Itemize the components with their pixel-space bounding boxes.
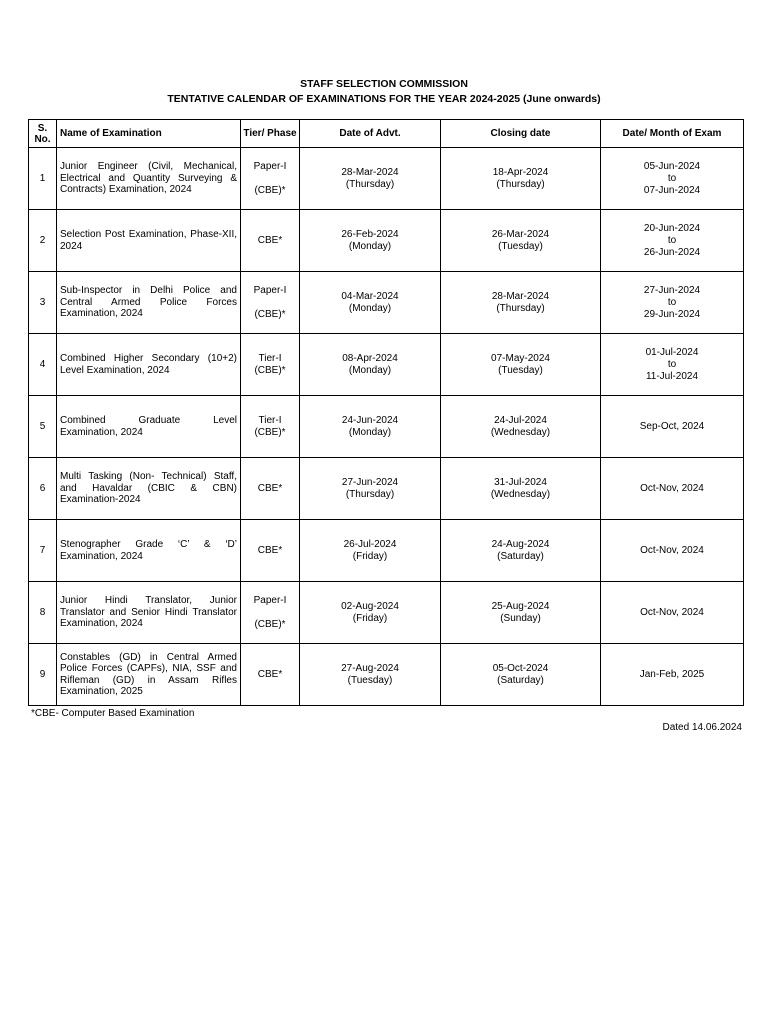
document-subtitle: TENTATIVE CALENDAR OF EXAMINATIONS FOR THE YEAR 2024-2025 (June onwards) (167, 93, 601, 105)
exam-date-from: 27-Jun-2024 (643, 284, 701, 296)
closing-date-cell (441, 148, 601, 210)
serial-number: 2 (29, 210, 57, 272)
serial-number: 1 (29, 148, 57, 210)
header-closing-date: Closing date (441, 120, 601, 148)
advt-date-cell (300, 272, 441, 334)
closing-date-cell (441, 210, 601, 272)
header-name-of-examination: Name of Examination (57, 120, 241, 148)
exam-name: Selection Post Examination, Phase-XII, 2024 (57, 210, 241, 272)
closing-date: 26-Mar-2024 (491, 228, 550, 240)
exam-month: Oct-Nov, 2024 (640, 606, 704, 618)
table-row (29, 644, 744, 706)
advt-date-cell (300, 582, 441, 644)
closing-date-cell (441, 334, 601, 396)
closing-date-cell (441, 458, 601, 520)
advt-date-cell (300, 520, 441, 582)
exam-date-until: 29-Jun-2024 (643, 308, 701, 320)
tier-phase-cell (241, 148, 300, 210)
exam-month: Oct-Nov, 2024 (640, 482, 704, 494)
advt-date-cell (300, 148, 441, 210)
advt-date: 28-Mar-2024 (341, 166, 399, 178)
exam-date-to-word: to (667, 296, 677, 308)
tier-line-1: CBE* (257, 234, 283, 246)
table-row (29, 210, 744, 272)
exam-date-to-word: to (667, 172, 677, 184)
tier-line-1: CBE* (257, 544, 283, 556)
exam-date-until: 26-Jun-2024 (643, 246, 701, 258)
tier-line-2: (CBE)* (254, 184, 286, 196)
advt-day: (Friday) (352, 612, 388, 624)
advt-date-cell (300, 644, 441, 706)
exam-name: Constables (GD) in Central Armed Police Forces (CAPFs), NIA, SSF and Rifleman (GD) in Assam Rifles Examination, 2025 (57, 644, 241, 706)
advt-day: (Monday) (348, 426, 392, 438)
advt-day: (Monday) (348, 364, 392, 376)
advt-date: 27-Jun-2024 (341, 476, 399, 488)
exam-date-cell (601, 210, 744, 272)
tier-phase-cell (241, 396, 300, 458)
closing-date: 24-Jul-2024 (494, 414, 547, 426)
exam-name: Stenographer Grade ‘C’ & ‘D’ Examination, 2024 (57, 520, 241, 582)
serial-number: 4 (29, 334, 57, 396)
closing-date-cell (441, 520, 601, 582)
footnote: *CBE- Computer Based Examination (31, 708, 195, 719)
tier-line-1: CBE* (257, 668, 283, 680)
tier-phase-cell (241, 582, 300, 644)
exam-name: Junior Engineer (Civil, Mechanical, Electrical and Quantity Surveying & Contracts) Examination, 2024 (57, 148, 241, 210)
tier-line-1: Tier-I (258, 414, 282, 426)
header-date-month-of-exam: Date/ Month of Exam (601, 120, 744, 148)
closing-date: 24-Aug-2024 (491, 538, 550, 550)
advt-date: 27-Aug-2024 (341, 662, 399, 674)
exam-date-from: 05-Jun-2024 (643, 160, 701, 172)
exam-date-cell (601, 272, 744, 334)
advt-day: (Friday) (352, 550, 388, 562)
tier-phase-cell (241, 334, 300, 396)
exam-name: Junior Hindi Translator, Junior Translator and Senior Hindi Translator Examination, 2024 (57, 582, 241, 644)
exam-month: Oct-Nov, 2024 (640, 544, 704, 556)
document-title: STAFF SELECTION COMMISSION (300, 78, 468, 90)
exam-date-cell (601, 334, 744, 396)
table-row (29, 148, 744, 210)
serial-number: 9 (29, 644, 57, 706)
closing-date: 25-Aug-2024 (491, 600, 550, 612)
closing-date: 28-Mar-2024 (491, 290, 550, 302)
closing-day: (Saturday) (497, 550, 544, 562)
tier-phase-cell (241, 458, 300, 520)
advt-date: 26-Jul-2024 (343, 538, 397, 550)
tier-phase-cell (241, 272, 300, 334)
exam-date-until: 11-Jul-2024 (645, 370, 699, 382)
exam-name: Sub-Inspector in Delhi Police and Central Armed Police Forces Examination, 2024 (57, 272, 241, 334)
closing-day: (Sunday) (500, 612, 541, 624)
closing-date: 07-May-2024 (491, 352, 550, 364)
closing-day: (Saturday) (497, 674, 544, 686)
tier-line-2: (CBE)* (254, 426, 286, 438)
closing-day: (Wednesday) (490, 488, 551, 500)
table-row (29, 458, 744, 520)
exam-date-from: 20-Jun-2024 (643, 222, 701, 234)
advt-day: (Monday) (348, 240, 392, 252)
advt-day: (Tuesday) (347, 674, 393, 686)
advt-date: 24-Jun-2024 (341, 414, 399, 426)
tier-line-1: Paper-I (253, 594, 287, 606)
tier-phase-cell (241, 210, 300, 272)
closing-date-cell (441, 582, 601, 644)
exam-name: Combined Graduate Level Examination, 2024 (57, 396, 241, 458)
closing-date: 31-Jul-2024 (494, 476, 547, 488)
exam-date-cell (601, 458, 744, 520)
table-row (29, 582, 744, 644)
tier-line-2: (CBE)* (254, 618, 286, 630)
table-row (29, 396, 744, 458)
tier-line-1: Paper-I (253, 284, 287, 296)
exam-date-from: 01-Jul-2024 (645, 346, 699, 358)
closing-day: (Tuesday) (498, 364, 543, 376)
dated-line: Dated 14.06.2024 (662, 722, 742, 733)
exam-date-cell (601, 396, 744, 458)
exam-date-cell (601, 148, 744, 210)
closing-day: (Thursday) (496, 302, 545, 314)
closing-date: 05-Oct-2024 (492, 662, 549, 674)
advt-date: 04-Mar-2024 (341, 290, 399, 302)
tier-phase-cell (241, 644, 300, 706)
serial-number: 8 (29, 582, 57, 644)
tier-line-1: Tier-I (258, 352, 282, 364)
table-row (29, 520, 744, 582)
header-sno: S. No. (29, 120, 57, 148)
exam-name: Combined Higher Secondary (10+2) Level Examination, 2024 (57, 334, 241, 396)
closing-day: (Thursday) (496, 178, 545, 190)
exam-date-to-word: to (667, 234, 677, 246)
exam-date-cell (601, 582, 744, 644)
advt-date-cell (300, 334, 441, 396)
exam-date-to-word: to (667, 358, 677, 370)
serial-number: 5 (29, 396, 57, 458)
tier-line-1: Paper-I (253, 160, 287, 172)
exam-calendar-table (28, 119, 744, 706)
exam-name: Multi Tasking (Non- Technical) Staff, and Havaldar (CBIC & CBN) Examination-2024 (57, 458, 241, 520)
advt-date-cell (300, 458, 441, 520)
table-row (29, 272, 744, 334)
table-row (29, 334, 744, 396)
serial-number: 7 (29, 520, 57, 582)
advt-day: (Thursday) (345, 178, 395, 190)
closing-date-cell (441, 272, 601, 334)
exam-month: Sep-Oct, 2024 (639, 420, 705, 432)
tier-line-2: (CBE)* (254, 308, 286, 320)
serial-number: 3 (29, 272, 57, 334)
exam-date-until: 07-Jun-2024 (643, 184, 701, 196)
closing-day: (Tuesday) (498, 240, 543, 252)
advt-date: 26-Feb-2024 (341, 228, 399, 240)
exam-month: Jan-Feb, 2025 (639, 668, 705, 680)
advt-date-cell (300, 210, 441, 272)
closing-date: 18-Apr-2024 (492, 166, 549, 178)
closing-day: (Wednesday) (490, 426, 551, 438)
exam-date-cell (601, 644, 744, 706)
header-tier-phase: Tier/ Phase (241, 120, 300, 148)
tier-phase-cell (241, 520, 300, 582)
advt-date: 02-Aug-2024 (341, 600, 399, 612)
advt-date-cell (300, 396, 441, 458)
closing-date-cell (441, 644, 601, 706)
advt-date: 08-Apr-2024 (342, 352, 398, 364)
advt-day: (Thursday) (345, 488, 395, 500)
tier-line-2: (CBE)* (254, 364, 286, 376)
header-date-of-advt: Date of Advt. (300, 120, 441, 148)
table-header-row (29, 120, 744, 148)
exam-date-cell (601, 520, 744, 582)
serial-number: 6 (29, 458, 57, 520)
closing-date-cell (441, 396, 601, 458)
advt-day: (Monday) (348, 302, 392, 314)
tier-line-1: CBE* (257, 482, 283, 494)
